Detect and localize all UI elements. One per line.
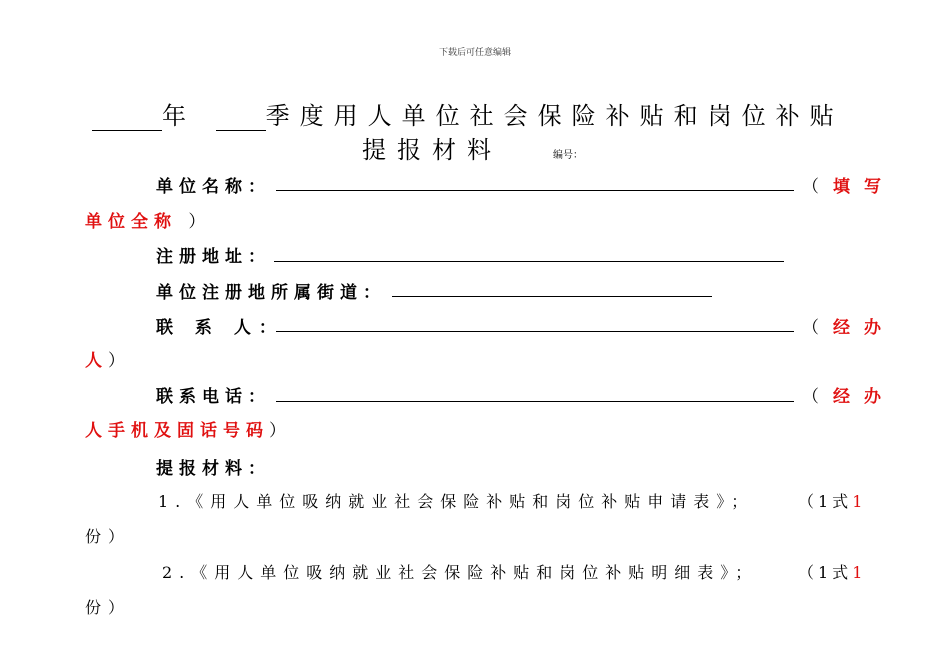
phone-hint-part1: 经办: [833, 387, 895, 407]
material-item-1-copies-prefix: （1式: [798, 492, 853, 511]
material-item-2: 2.《用人单位吸纳就业社会保险补贴和岗位补贴明细表》；: [162, 563, 759, 582]
reg-address-label: 注册地址：: [156, 247, 271, 267]
year-suffix: 年: [162, 102, 196, 130]
street-label: 单位注册地所属街道：: [156, 283, 386, 303]
doc-number-label: 编号：: [553, 150, 583, 161]
watermark-text: 下载后可任意编辑: [438, 48, 511, 58]
title-rest: 季度用人单位社会保险补贴和岗位补贴: [265, 102, 844, 130]
contact-hint: [802, 313, 895, 338]
contact-hint-part2: 人: [85, 351, 108, 371]
unit-name-field[interactable]: [276, 190, 794, 191]
contact-open-paren: （: [802, 318, 833, 338]
contact-label: 联 系 人：: [156, 318, 284, 338]
unit-name-hint-part2: 单位全称: [85, 212, 177, 232]
phone-hint: [802, 382, 895, 407]
contact-hint-part1: 经办: [833, 318, 895, 338]
material-item-2-copies-suffix: 份）: [85, 598, 132, 617]
material-item-1-copies-num: 1: [852, 492, 863, 511]
quarter-blank[interactable]: [216, 108, 266, 131]
unit-name-close-paren: ）: [188, 212, 212, 232]
document-title-line2: 提报材料: [362, 136, 502, 164]
phone-hint-cont: [85, 416, 292, 441]
material-item-2-copies: [798, 560, 862, 583]
contact-hint-cont: [85, 346, 131, 371]
phone-field[interactable]: [276, 401, 794, 402]
material-item-1-copies-suffix: 份）: [85, 527, 132, 546]
material-item-2-copies-num: 1: [852, 563, 863, 582]
material-item-1: 1.《用人单位吸纳就业社会保险补贴和岗位补贴申请表》；: [158, 492, 755, 511]
unit-name-open-paren: （: [802, 177, 833, 197]
phone-close-paren: ）: [269, 421, 292, 441]
contact-close-paren: ）: [108, 351, 131, 371]
reg-address-field[interactable]: [274, 261, 784, 262]
street-field[interactable]: [392, 296, 712, 297]
phone-hint-part2: 人手机及固话号码: [85, 421, 269, 441]
unit-name-hint: [802, 172, 895, 197]
materials-label: 提报材料：: [156, 459, 271, 479]
unit-name-hint-cont: [85, 207, 211, 232]
phone-open-paren: （: [802, 387, 833, 407]
material-item-2-copies-prefix: （1式: [798, 563, 853, 582]
document-title-line1: [92, 96, 852, 130]
unit-name-label: 单位名称：: [156, 177, 271, 197]
year-blank[interactable]: [92, 108, 162, 131]
material-item-1-copies: [798, 489, 862, 512]
phone-label: 联系电话：: [156, 387, 271, 407]
contact-field[interactable]: [276, 331, 794, 332]
unit-name-hint-part1: 填写: [833, 177, 895, 197]
